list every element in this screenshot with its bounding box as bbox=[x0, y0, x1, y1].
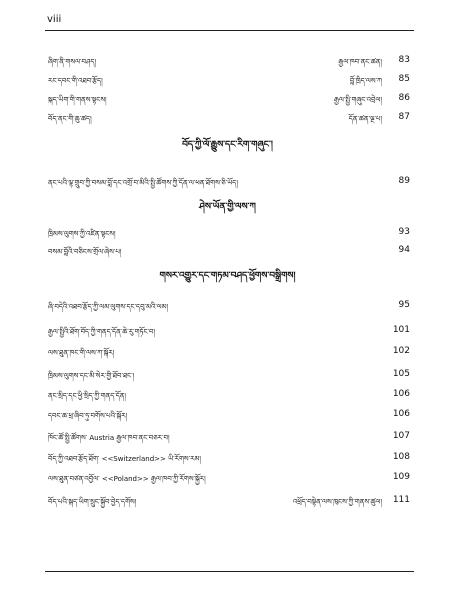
entry-title: རྒྱལ་སྤྱིའི་ཐོག་བོད་ཀྱི་གནད་དོན་ཆེ་རུ་གཏོང་བ། bbox=[48, 328, 156, 336]
entry-page-number: 85 bbox=[398, 74, 410, 84]
toc-entry[interactable] bbox=[48, 71, 410, 87]
entry-title: ཁྲིམས་ལུགས་ཀྱི་འཛིན་སྟངས། bbox=[48, 230, 116, 238]
toc-entry[interactable] bbox=[48, 406, 410, 422]
page-number: viii bbox=[47, 14, 62, 25]
toc-entry[interactable] bbox=[48, 492, 410, 508]
entry-page-number: 101 bbox=[392, 325, 410, 335]
entry-title: བོད་ནང་གི་ཆུ་ཚད། bbox=[48, 115, 92, 123]
entry-subtitle: རྒྱལ་ཁབ་ནང་ཚན། bbox=[338, 58, 382, 66]
toc-entry[interactable] bbox=[48, 449, 410, 465]
toc-entry[interactable] bbox=[48, 343, 410, 359]
toc-entry[interactable] bbox=[48, 52, 410, 68]
toc-entry[interactable] bbox=[48, 469, 410, 485]
entry-title: བོད་ཀྱི་འཐབ་རྩོད་ཐོག་ <<Switzerland>> ཡི་རོགས་རམ། bbox=[48, 455, 201, 463]
section-heading: གསར་འགྱུར་དང་གཏམ་བཤད་ཕྱོགས་བསྒྲིགས། bbox=[159, 271, 296, 281]
toc-entry[interactable] bbox=[48, 322, 410, 338]
toc-entry[interactable] bbox=[48, 242, 410, 258]
toc-entry[interactable] bbox=[48, 297, 410, 313]
entry-page-number: 106 bbox=[392, 409, 410, 419]
entry-subtitle: བློ་ཁྲིད་ལས་ཀ bbox=[349, 77, 382, 85]
toc-entry[interactable] bbox=[48, 386, 410, 402]
section-heading: བོད་ཀྱི་ལོ་རྒྱུས་དང་རིག་གཞུང་། bbox=[182, 140, 273, 150]
entry-title: རང་དབང་གི་འཐབ་རྩོད། bbox=[48, 77, 103, 85]
entry-subtitle: དོན་ཚན་ལྔ་པ། bbox=[348, 115, 382, 123]
entry-title: ལས་ཐུན་བཙན་འབྱོལ་ <<Poland>> རྒྱལ་ཁབ་ཀྱི་རོགས་སྐྱོར། bbox=[48, 475, 206, 483]
toc-entry[interactable] bbox=[48, 173, 410, 189]
entry-title: ལས་ཐུན་ཁང་གི་ལས་ཀ་སྐོར། bbox=[48, 349, 115, 357]
entry-title: ནང་སྲིད་དང་ཕྱི་སྲིད་ཀྱི་གནད་དོན། bbox=[48, 392, 126, 400]
toc-entry[interactable] bbox=[48, 428, 410, 444]
entry-page-number: 83 bbox=[398, 55, 410, 65]
entry-title: ཁོང་ཚོ་སྤྱི་ཚོགས་ Austria རྒྱལ་ཁབ་ནང་བཅར་བ། bbox=[48, 434, 170, 442]
entry-subtitle: རྒྱལ་སྤྱི་གཞུང་འབྲེལ། bbox=[333, 96, 382, 104]
toc-entry[interactable] bbox=[48, 366, 410, 382]
entry-title: ནང་པའི་ལྟ་གྲུབ་ཀྱི་བསམ་བློ་དང་འགྲོ་བ་མིའི་སྤྱི་ཚོགས་ཀྱི་དོན་ལ་ཕན་ཐོགས་ཅི་ཡོད། bbox=[48, 179, 238, 187]
section-heading: ཤེས་ཡོན་གྱི་ལས་ཀ bbox=[199, 202, 256, 212]
entry-title: དབང་ཆ་ཕྲ་ཞིབ་ཏུ་བགོས་པའི་སྐོར། bbox=[48, 412, 128, 420]
entry-page-number: 105 bbox=[392, 369, 410, 379]
entry-page-number: 86 bbox=[398, 93, 410, 103]
entry-page-number: 95 bbox=[398, 300, 410, 310]
entry-page-number: 94 bbox=[398, 245, 410, 255]
entry-page-number: 93 bbox=[398, 227, 410, 237]
entry-title: བསམ་བློའི་བཅིངས་གྲོལ་ཞེས་པ། bbox=[48, 248, 122, 256]
toc-entry[interactable] bbox=[48, 224, 410, 240]
entry-page-number: 102 bbox=[392, 346, 410, 356]
entry-page-number: 108 bbox=[392, 452, 410, 462]
entry-title: ཁྲིམས་ལུགས་དང་མི་སེར་གྱི་ཐོབ་ཐང་། bbox=[48, 372, 135, 380]
entry-title: ཞི་བདེའི་འཐབ་རྩོད་ཀྱི་ལམ་ལུགས་དང་དབུ་མའི་ལམ། bbox=[48, 303, 169, 311]
entry-title: བོད་པའི་སྐད་ཡིག་སྲུང་སྐྱོབ་བྱེད་དགོས། bbox=[48, 498, 137, 506]
entry-page-number: 111 bbox=[392, 495, 410, 505]
entry-page-number: 106 bbox=[392, 389, 410, 399]
entry-page-number: 107 bbox=[392, 431, 410, 441]
entry-page-number: 89 bbox=[398, 176, 410, 186]
entry-page-number: 109 bbox=[392, 472, 410, 482]
entry-page-number: 87 bbox=[398, 112, 410, 122]
bottom-rule bbox=[45, 571, 414, 572]
entry-title: སྐད་ཡིག་གི་གནས་སྟངས། bbox=[48, 96, 107, 104]
toc-entry[interactable] bbox=[48, 109, 410, 125]
entry-title: ཞིག་ནི་གསལ་བཤད། bbox=[48, 58, 97, 66]
entry-subtitle: འཕྲོད་བསྟེན་ལས་ཁུངས་ཀྱི་གནས་ཚུལ། bbox=[292, 498, 382, 506]
top-rule bbox=[45, 30, 414, 31]
toc-entry[interactable] bbox=[48, 90, 410, 106]
